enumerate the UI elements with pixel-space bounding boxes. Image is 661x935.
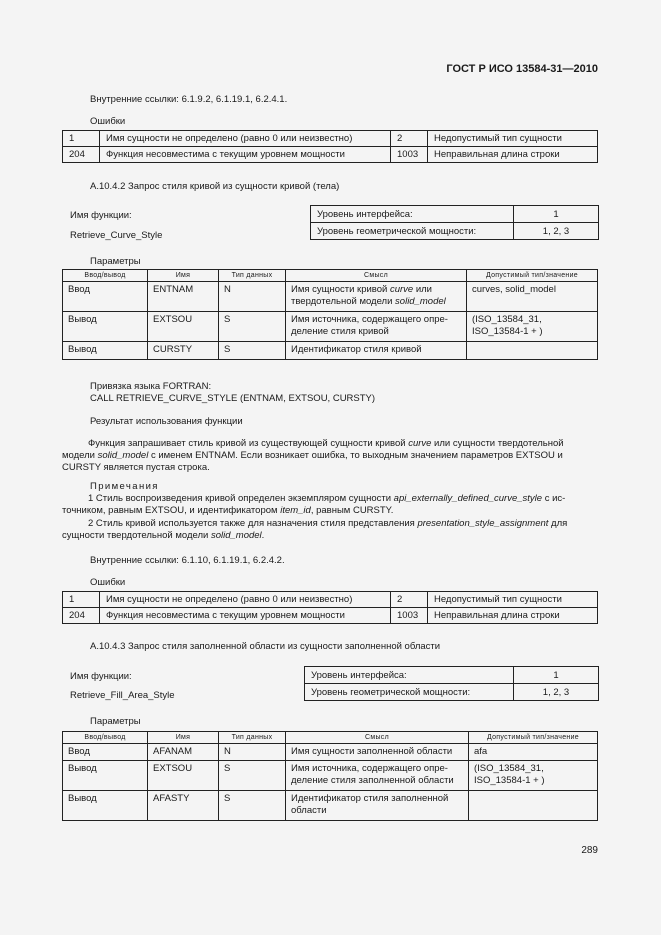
column-header: Тип данных [219, 732, 286, 744]
params-title-3: Параметры [90, 716, 141, 727]
notes-title: Примечания [90, 481, 159, 492]
errors-title-1: Ошибки [90, 116, 126, 127]
interface-level-value: 1 [514, 667, 599, 684]
column-header: Допустимый тип/значение [467, 270, 598, 282]
geometry-level-value: 1, 2, 3 [514, 223, 599, 240]
param-name: AFANAM [148, 744, 219, 761]
page-number: 289 [581, 845, 598, 856]
table-row [63, 312, 598, 342]
function-name: Retrieve_Fill_Area_Style [70, 690, 175, 701]
param-type: S [219, 791, 286, 821]
param-io: Вывод [63, 791, 148, 821]
table-row [63, 744, 598, 761]
param-name: CURSTY [148, 342, 219, 360]
param-name: ENTNAM [148, 282, 219, 312]
table-row [63, 592, 598, 608]
param-type: S [219, 342, 286, 360]
param-io: Вывод [63, 761, 148, 791]
error-text: Имя сущности не определено (равно 0 или неизвестно) [100, 592, 391, 608]
column-header: Допустимый тип/значение [469, 732, 598, 744]
param-io: Вывод [63, 312, 148, 342]
section-heading-3: А.10.4.3 Запрос стиля заполненной области из сущности заполненной области [90, 641, 441, 652]
levels-table-2 [310, 205, 599, 240]
errors-table-1 [62, 130, 598, 163]
error-text: Недопустимый тип сущности [428, 131, 598, 147]
column-header: Имя [148, 270, 219, 282]
column-header: Имя [148, 732, 219, 744]
table-header-row [63, 732, 598, 744]
geometry-level-label: Уровень геометрической мощности: [311, 223, 514, 240]
interface-level-label: Уровень интерфейса: [305, 667, 514, 684]
internal-refs-1: Внутренние ссылки: 6.1.9.2, 6.1.19.1, 6.2.4.1. [90, 94, 288, 105]
error-code: 1003 [391, 608, 428, 624]
param-value: afa [469, 744, 598, 761]
param-io: Ввод [63, 282, 148, 312]
params-table-2 [62, 269, 598, 360]
param-meaning: Идентификатор стиля заполненной области [286, 791, 469, 821]
param-meaning: Имя источника, содержащего опре-деление стиля заполненной области [286, 761, 469, 791]
table-header-row [63, 270, 598, 282]
table-row [63, 342, 598, 360]
error-code: 204 [63, 608, 100, 624]
error-code: 1003 [391, 147, 428, 163]
error-text: Неправильная длина строки [428, 147, 598, 163]
param-type: S [219, 312, 286, 342]
fortran-binding-label: Привязка языка FORTRAN: [90, 381, 212, 392]
function-name: Retrieve_Curve_Style [70, 230, 163, 241]
error-code: 204 [63, 147, 100, 163]
error-code: 2 [391, 131, 428, 147]
note-1: 1 Стиль воспроизведения кривой определен экземпляром сущности api_externally_defined_curve_style с ис-точником, равным EXTSOU, и идентификатором item_id, равным CURSTY. [62, 493, 566, 516]
interface-level-label: Уровень интерфейса: [311, 206, 514, 223]
section-heading-2: А.10.4.2 Запрос стиля кривой из сущности кривой (тела) [90, 181, 340, 192]
param-meaning: Имя источника, содержащего опре-деление стиля кривой [286, 312, 467, 342]
param-name: AFASTY [148, 791, 219, 821]
column-header: Смысл [286, 270, 467, 282]
errors-title-2: Ошибки [90, 577, 126, 588]
param-type: S [219, 761, 286, 791]
table-row [63, 131, 598, 147]
params-table-3 [62, 731, 598, 821]
geometry-level-value: 1, 2, 3 [514, 684, 599, 701]
errors-table-2 [62, 591, 598, 624]
table-row [63, 761, 598, 791]
param-type: N [219, 282, 286, 312]
error-text: Функция несовместима с текущим уровнем мощности [100, 147, 391, 163]
note-2: 2 Стиль кривой используется также для назначения стиля представления presentation_style_assignment для сущности твердотельной модели solid_model. [62, 518, 568, 541]
error-code: 2 [391, 592, 428, 608]
document-header: ГОСТ Р ИСО 13584-31—2010 [446, 63, 598, 75]
param-io: Ввод [63, 744, 148, 761]
column-header: Тип данных [219, 270, 286, 282]
function-description: Функция запрашивает стиль кривой из существующей сущности кривой curve или сущности твердотельной модели solid_model с именем ENTNAM. Если возникает ошибка, то выходным значением параметров EXTSOU и CURSTY является пустая строка. [62, 438, 564, 473]
param-value: (ISO_13584_31, ISO_13584-1 + ) [469, 761, 598, 791]
error-text: Функция несовместима с текущим уровнем мощности [100, 608, 391, 624]
column-header: Ввод/вывод [63, 732, 148, 744]
column-header: Ввод/вывод [63, 270, 148, 282]
param-value: (ISO_13584_31, ISO_13584-1 + ) [467, 312, 598, 342]
param-meaning: Имя сущности кривой curve или твердотельной модели solid_model [286, 282, 467, 312]
table-row [305, 684, 599, 701]
error-text: Неправильная длина строки [428, 608, 598, 624]
table-row [305, 667, 599, 684]
param-value [469, 791, 598, 821]
internal-refs-2: Внутренние ссылки: 6.1.10, 6.1.19.1, 6.2.4.2. [90, 555, 285, 566]
error-text: Имя сущности не определено (равно 0 или неизвестно) [100, 131, 391, 147]
function-name-label: Имя функции: [70, 671, 132, 682]
error-code: 1 [63, 131, 100, 147]
param-name: EXTSOU [148, 761, 219, 791]
param-value: curves, solid_model [467, 282, 598, 312]
table-row [311, 206, 599, 223]
param-io: Вывод [63, 342, 148, 360]
function-name-label: Имя функции: [70, 210, 132, 221]
column-header: Смысл [286, 732, 469, 744]
table-row [63, 608, 598, 624]
param-name: EXTSOU [148, 312, 219, 342]
fortran-call: CALL RETRIEVE_CURVE_STYLE (ENTNAM, EXTSOU, CURSTY) [90, 393, 376, 404]
table-row [63, 147, 598, 163]
geometry-level-label: Уровень геометрической мощности: [305, 684, 514, 701]
error-text: Недопустимый тип сущности [428, 592, 598, 608]
result-heading: Результат использования функции [90, 416, 243, 427]
param-type: N [219, 744, 286, 761]
levels-table-3 [304, 666, 599, 701]
param-meaning: Идентификатор стиля кривой [286, 342, 467, 360]
param-meaning: Имя сущности заполненной области [286, 744, 469, 761]
param-value [467, 342, 598, 360]
table-row [63, 791, 598, 821]
error-code: 1 [63, 592, 100, 608]
table-row [63, 282, 598, 312]
params-title-2: Параметры [90, 256, 141, 267]
interface-level-value: 1 [514, 206, 599, 223]
table-row [311, 223, 599, 240]
